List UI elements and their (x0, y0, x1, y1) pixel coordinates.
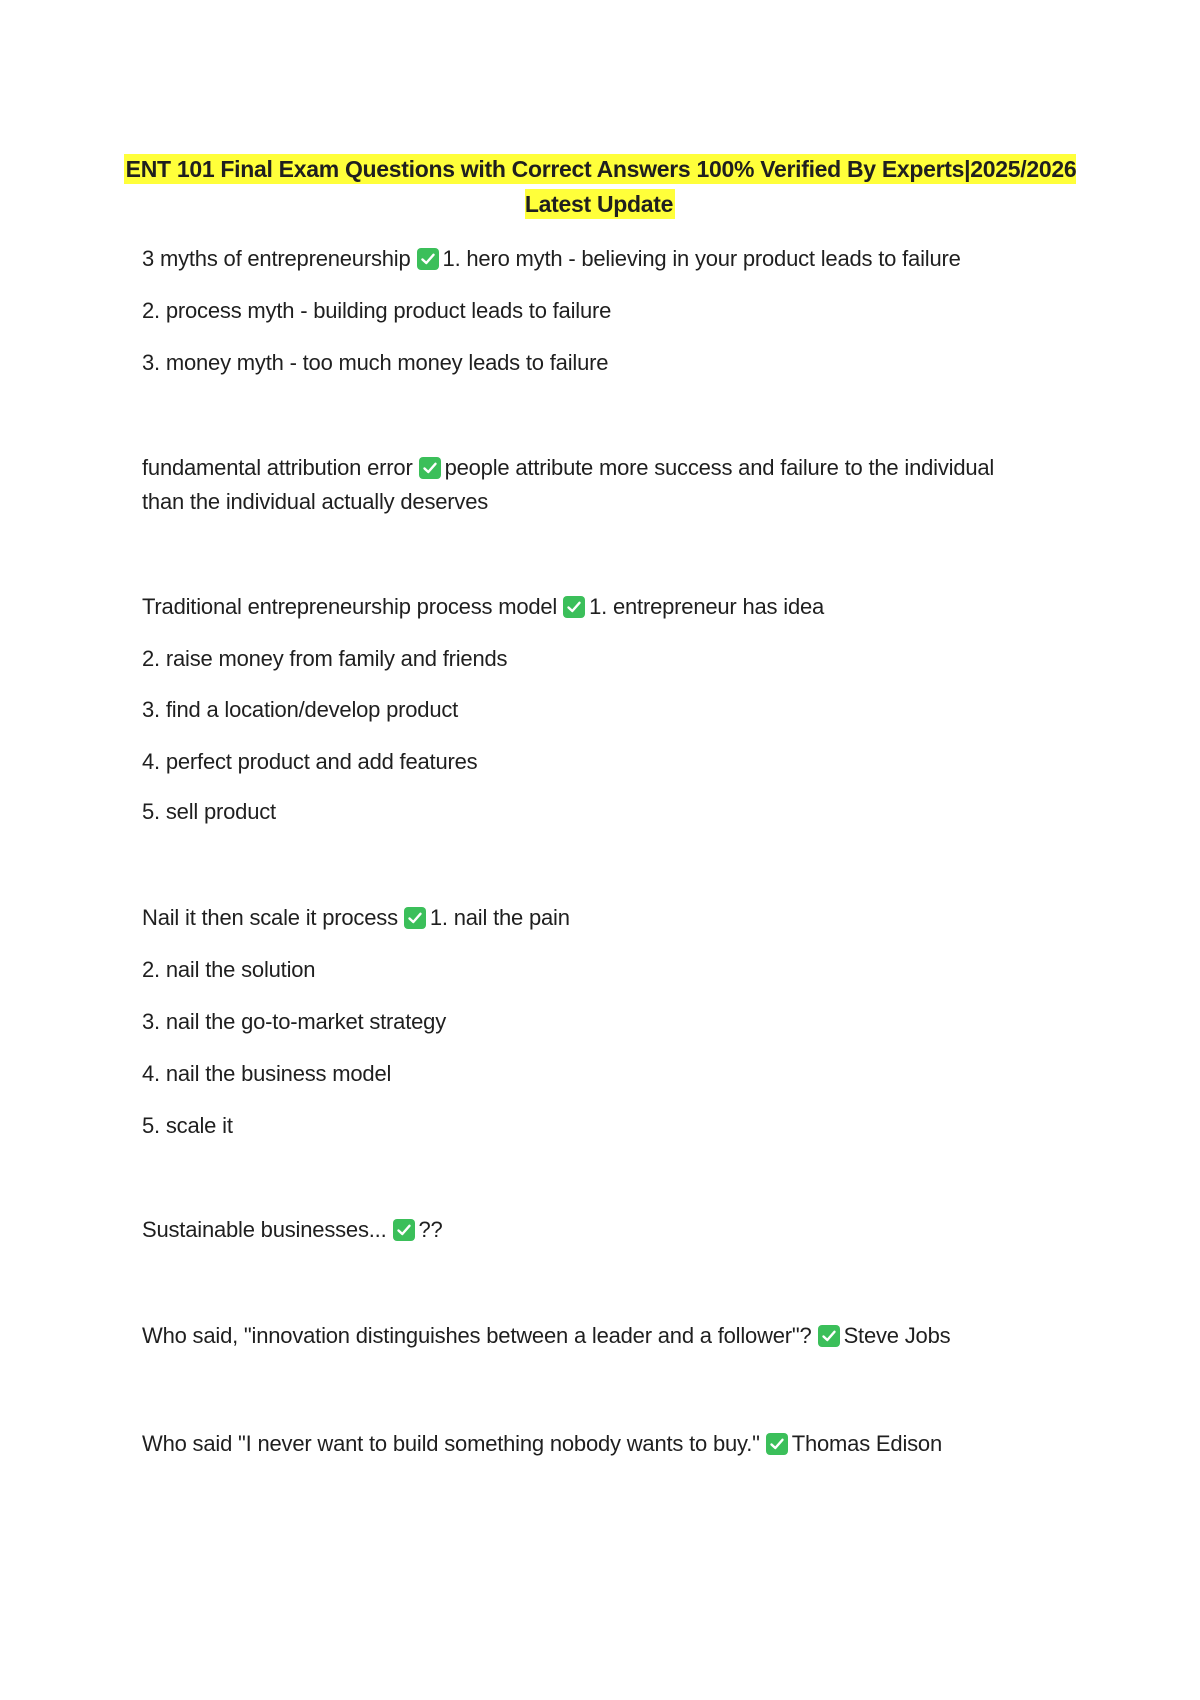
answer-continuation: 5. sell product (142, 799, 276, 824)
question-text: 3 myths of entrepreneurship (142, 246, 411, 271)
answer-text: 1. entrepreneur has idea (589, 594, 825, 619)
answer-text: people attribute more success and failure to the individual than the individual actually deserves (142, 455, 995, 514)
qa-item-5 (142, 1213, 443, 1247)
answer-continuation: 2. nail the solution (142, 957, 316, 982)
answer-continuation: 3. find a location/develop product (142, 697, 459, 722)
question-text: Traditional entrepreneurship process model (142, 594, 558, 619)
answer-continuation: 2. process myth - building product leads to failure (142, 298, 612, 323)
answer-continuation: 2. raise money from family and friends (142, 646, 508, 671)
question-text: Who said, "innovation distinguishes between a leader and a follower"? (142, 1323, 812, 1348)
answer-text: Thomas Edison (791, 1431, 943, 1456)
title-highlight: ENT 101 Final Exam Questions with Correct Answers 100% Verified By Experts|2025/2026 Latest Update (125, 156, 1077, 217)
check-mark-icon (417, 248, 439, 270)
question-text: Nail it then scale it process (142, 905, 398, 930)
answer-continuation: 4. perfect product and add features (142, 749, 478, 774)
qa-item-3 (142, 590, 824, 624)
check-mark-icon (404, 907, 426, 929)
answer-text: 1. hero myth - believing in your product leads to failure (442, 246, 961, 271)
answer-continuation: 5. scale it (142, 1113, 233, 1138)
qa-item-1 (142, 242, 961, 276)
qa-item-7 (142, 1427, 942, 1461)
document-title (100, 152, 1100, 222)
answer-continuation: 3. money myth - too much money leads to failure (142, 350, 609, 375)
answer-text: Steve Jobs (843, 1323, 951, 1348)
check-mark-icon (393, 1219, 415, 1241)
question-text: Sustainable businesses... (142, 1217, 387, 1242)
check-mark-icon (419, 457, 441, 479)
answer-continuation: 4. nail the business model (142, 1061, 392, 1086)
check-mark-icon (766, 1433, 788, 1455)
answer-text: 1. nail the pain (429, 905, 570, 930)
question-text: Who said "I never want to build something nobody wants to buy." (142, 1431, 760, 1456)
check-mark-icon (818, 1325, 840, 1347)
qa-item-2 (142, 451, 1042, 519)
qa-item-6 (142, 1319, 950, 1353)
question-text: fundamental attribution error (142, 455, 413, 480)
answer-continuation: 3. nail the go-to-market strategy (142, 1009, 446, 1034)
answer-text: ?? (418, 1217, 443, 1242)
qa-item-4 (142, 901, 570, 935)
check-mark-icon (563, 596, 585, 618)
